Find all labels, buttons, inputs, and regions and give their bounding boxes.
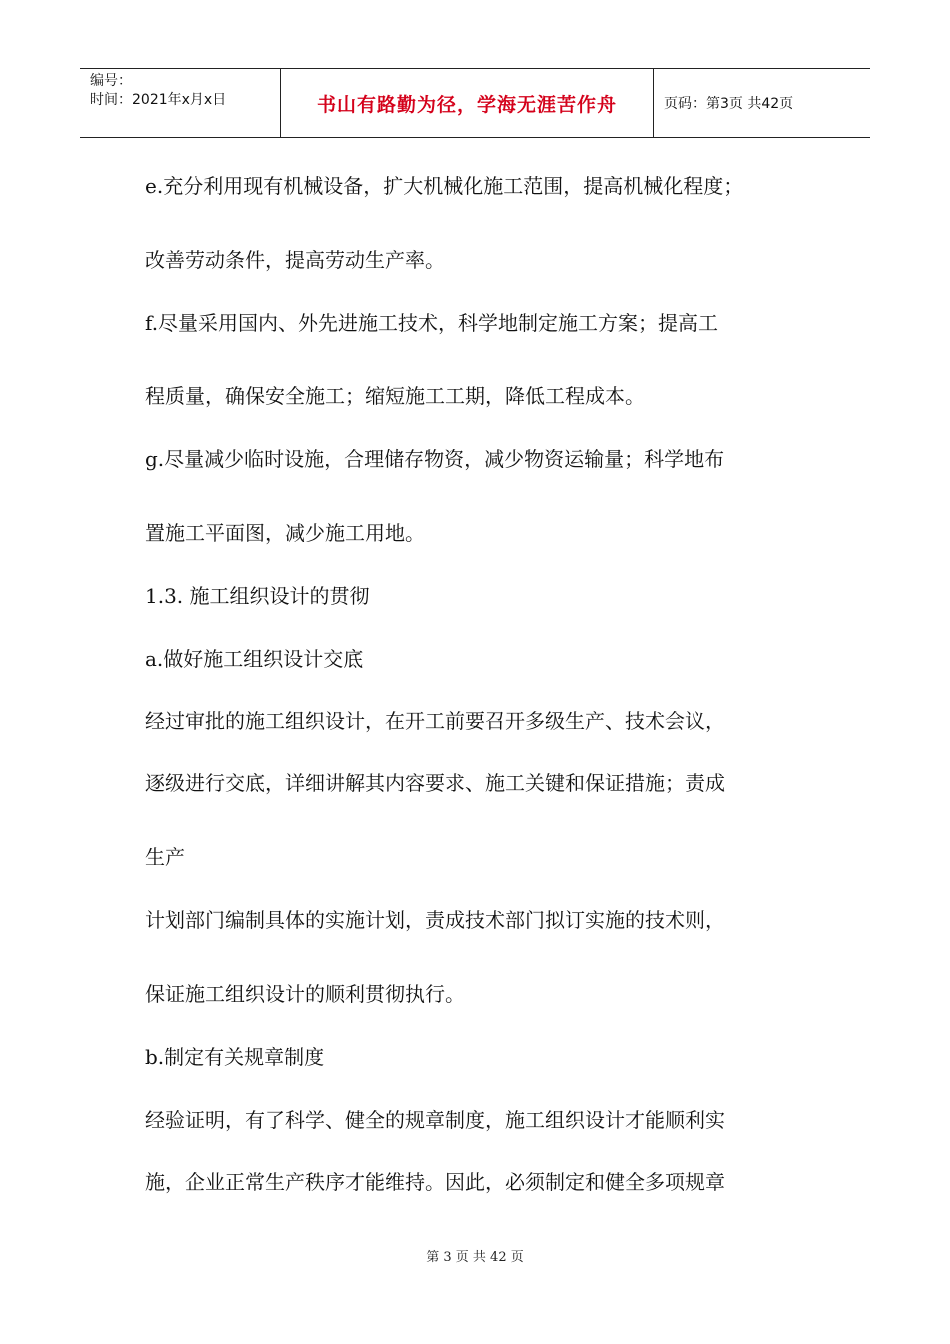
subsection-heading: a.做好施工组织设计交底 xyxy=(145,647,364,671)
page-footer: 第 3 页 共 42 页 xyxy=(426,1250,524,1265)
number-label: 编号： xyxy=(90,73,132,89)
body-line: 置施工平面图，减少施工用地。 xyxy=(145,521,425,545)
body-line: 程质量，确保安全施工；缩短施工工期，降低工程成本。 xyxy=(145,384,645,408)
body-line: 逐级进行交底，详细讲解其内容要求、施工关键和保证措施；责成 xyxy=(145,771,725,795)
body-line: 保证施工组织设计的顺利贯彻执行。 xyxy=(145,982,465,1006)
header-page-info: 页码：第3页 共42页 xyxy=(664,96,794,112)
header-motto-cell xyxy=(281,69,653,137)
body-line: 施，企业正常生产秩序才能维持。因此，必须制定和健全多项规章 xyxy=(145,1170,725,1194)
subsection-heading: b.制定有关规章制度 xyxy=(145,1045,325,1069)
body-line: e.充分利用现有机械设备，扩大机械化施工范围，提高机械化程度； xyxy=(145,174,744,198)
header-page-info-cell xyxy=(654,69,870,137)
body-line: 经验证明，有了科学、健全的规章制度，施工组织设计才能顺利实 xyxy=(145,1108,725,1132)
body-line: 生产 xyxy=(145,845,185,869)
body-line: 经过审批的施工组织设计，在开工前要召开多级生产、技术会议， xyxy=(145,709,725,733)
page-header xyxy=(80,68,870,138)
body-line: 改善劳动条件，提高劳动生产率。 xyxy=(145,248,445,272)
section-heading: 1.3. 施工组织设计的贯彻 xyxy=(145,584,370,608)
time-label: 时间：2021年x月x日 xyxy=(90,92,227,108)
body-line: f.尽量采用国内、外先进施工技术，科学地制定施工方案；提高工 xyxy=(145,311,719,335)
header-meta xyxy=(80,69,280,137)
header-motto: 书山有路勤为径，学海无涯苦作舟 xyxy=(316,93,617,116)
body-line: g.尽量减少临时设施，合理储存物资，减少物资运输量；科学地布 xyxy=(145,447,725,471)
body-line: 计划部门编制具体的实施计划，责成技术部门拟订实施的技术则， xyxy=(145,908,725,932)
